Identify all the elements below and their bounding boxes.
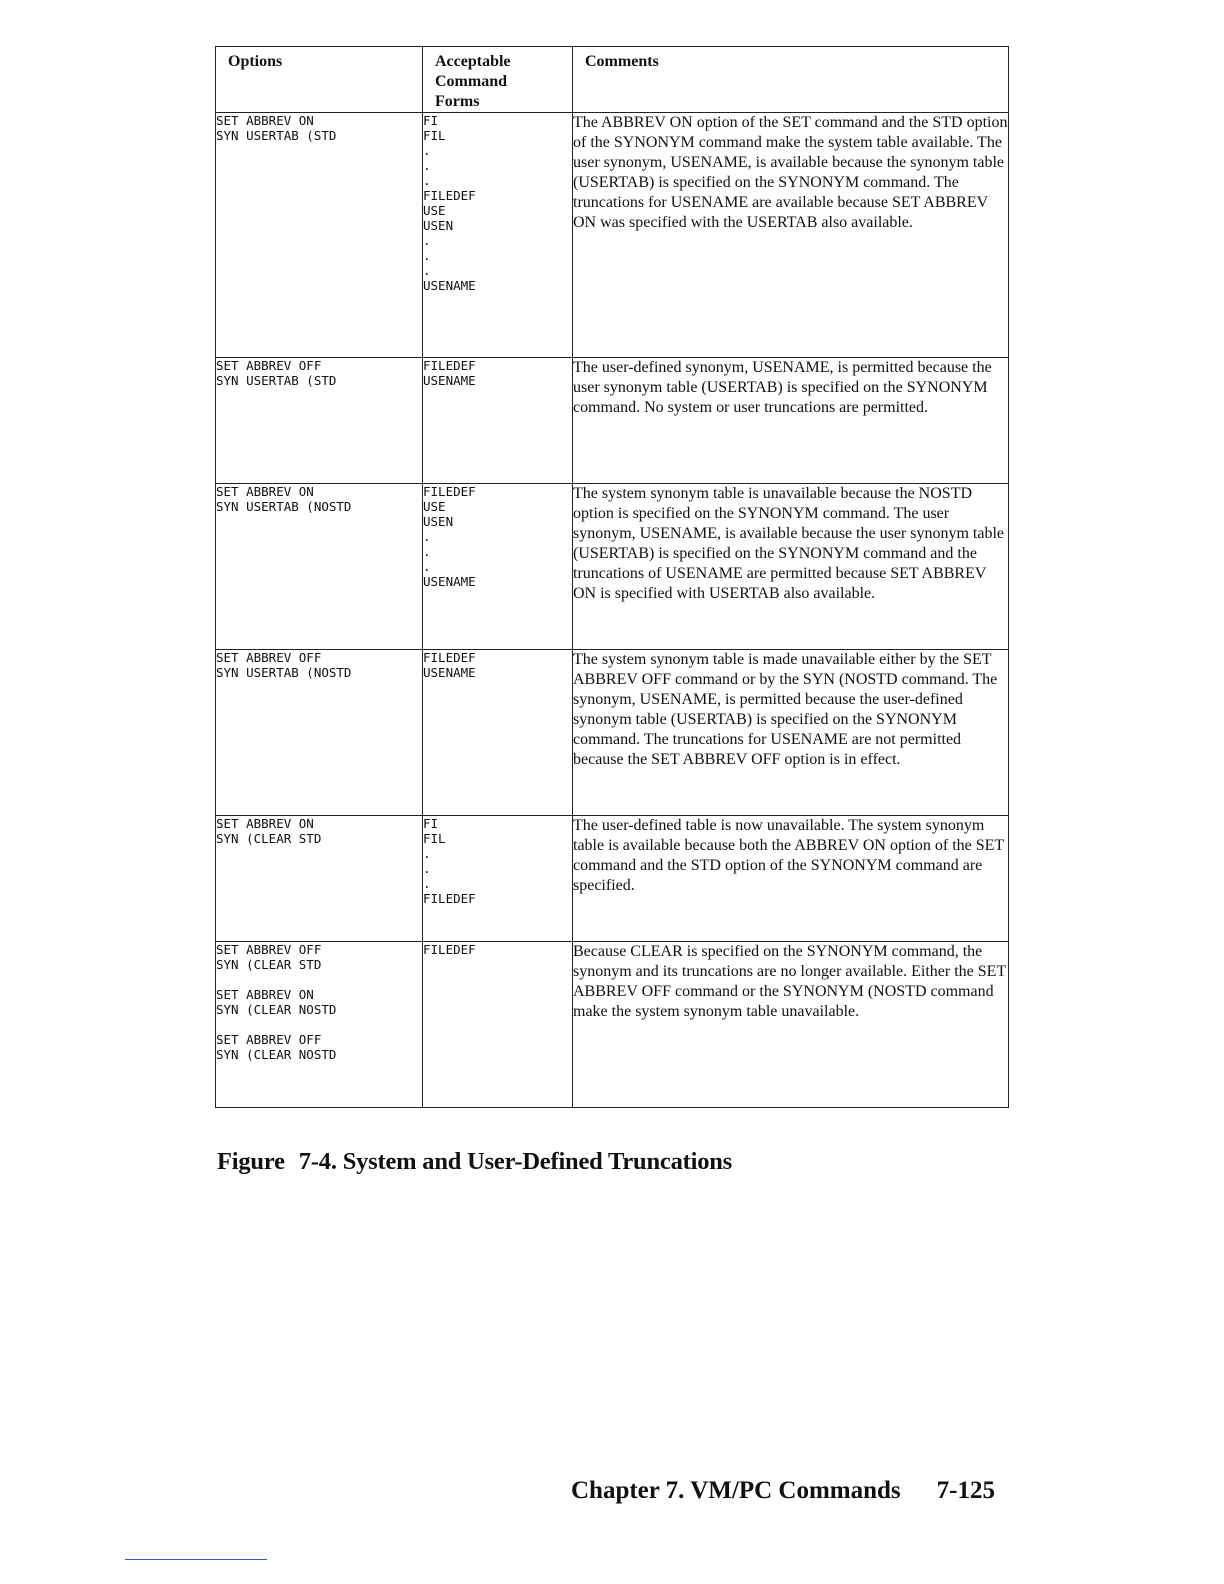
forms-cell-line: . [423,143,431,158]
forms-cell-line: . [423,861,431,876]
forms-cell-line: . [423,846,431,861]
options-cell-line: SYN (CLEAR NOSTD [216,1002,337,1017]
forms-cell [423,816,573,942]
comment-cell: The system synonym table is unavailable because the NOSTD option is specified on the SYNONYM command. The user synonym, USENAME, is available because the user synonym table (USERTAB) is specified on the SYNONYM command and the truncations of USENAME are permitted because SET ABBREV ON is specified with USERTAB also available. [573,484,1009,650]
forms-cell-line: USENAME [423,278,476,293]
options-cell-line: SYN USERTAB (STD [216,128,337,143]
forms-cell [423,358,573,484]
forms-cell-line: FIL [423,831,446,846]
options-cell [216,942,423,1108]
forms-cell-line: FI [423,113,439,128]
forms-cell-line: USE [423,499,446,514]
options-cell-line [216,1017,422,1032]
options-cell-line: SET ABBREV ON [216,987,314,1002]
forms-cell-line: FIL [423,128,446,143]
table-row [216,113,1009,358]
options-cell-line: SYN USERTAB (NOSTD [216,665,352,680]
comment-cell: The user-defined table is now unavailable. The system synonym table is available because both the ABBREV ON option of the SET command and the STD option of the SYNONYM command are specified. [573,816,1009,942]
comment-cell: Because CLEAR is specified on the SYNONYM command, the synonym and its truncations are no longer available. Either the SET ABBREV OFF command or the SYNONYM (NOSTD command make the system synonym table unavailable. [573,942,1009,1108]
options-cell-line: SYN (CLEAR STD [216,831,322,846]
figure-label: Figure [217,1148,285,1175]
forms-cell [423,484,573,650]
header-comments: Comments [573,47,1009,113]
table-header-row [216,47,1009,113]
forms-cell [423,650,573,816]
forms-cell-line: FI [423,816,439,831]
forms-cell-line: . [423,529,431,544]
forms-cell-line: FILEDEF [423,188,476,203]
table-row [216,942,1009,1108]
truncations-table [215,46,1009,1108]
options-cell [216,650,423,816]
options-cell-line: SET ABBREV OFF [216,358,322,373]
forms-cell-line: FILEDEF [423,891,476,906]
options-cell-line: SET ABBREV OFF [216,942,322,957]
options-cell [216,113,423,358]
options-cell-line: SYN USERTAB (NOSTD [216,499,352,514]
table-row [216,816,1009,942]
forms-cell-line: USENAME [423,574,476,589]
options-cell-line [216,972,422,987]
forms-cell-line: . [423,248,431,263]
table-row [216,358,1009,484]
comment-cell: The user-defined synonym, USENAME, is permitted because the user synonym table (USERTAB) is specified on the SYNONYM command. No system or user truncations are permitted. [573,358,1009,484]
forms-cell-line: . [423,559,431,574]
page-footer [571,1477,995,1505]
forms-cell-line: . [423,544,431,559]
forms-cell [423,113,573,358]
bottom-rule [125,1559,267,1560]
forms-cell-line: FILEDEF [423,484,476,499]
forms-cell-line: FILEDEF [423,942,476,957]
figure-number: 7-4. [298,1148,337,1175]
figure-caption [217,1148,732,1176]
figure-title: System and User-Defined Truncations [342,1148,733,1175]
comment-cell: The system synonym table is made unavailable either by the SET ABBREV OFF command or by the SYN (NOSTD command. The synonym, USENAME, is permitted because the user-defined synonym table (USERTAB) is specified on the SYNONYM command. The truncations for USENAME are not permitted because the SET ABBREV OFF option is in effect. [573,650,1009,816]
footer-chapter: Chapter 7. VM/PC Commands [571,1477,901,1504]
forms-cell-line: USENAME [423,665,476,680]
options-cell-line: SET ABBREV OFF [216,650,322,665]
forms-cell-line: FILEDEF [423,650,476,665]
options-cell-line: SET ABBREV OFF [216,1032,322,1047]
comment-cell: The ABBREV ON option of the SET command and the STD option of the SYNONYM command make the system table available. The user synonym, USENAME, is available because the synonym table (USERTAB) is specified on the SYNONYM command. The truncations for USENAME are available because SET ABBREV ON was specified with the USERTAB also available. [573,113,1009,358]
table-row [216,650,1009,816]
table-row [216,484,1009,650]
forms-cell [423,942,573,1108]
options-cell-line: SYN USERTAB (STD [216,373,337,388]
options-cell-line: SET ABBREV ON [216,816,314,831]
forms-cell-line: USE [423,203,446,218]
options-cell-line: SET ABBREV ON [216,484,314,499]
forms-cell-line: . [423,158,431,173]
header-forms: Acceptable Command Forms [423,47,573,113]
forms-cell-line: FILEDEF [423,358,476,373]
forms-cell-line: . [423,173,431,188]
forms-cell-line: USEN [423,218,454,233]
forms-cell-line: . [423,876,431,891]
forms-cell-line: . [423,263,431,278]
forms-cell-line: USEN [423,514,454,529]
header-options: Options [216,47,423,113]
forms-cell-line: . [423,233,431,248]
options-cell [216,484,423,650]
options-cell-line: SYN (CLEAR NOSTD [216,1047,337,1062]
options-cell [216,358,423,484]
options-cell-line: SET ABBREV ON [216,113,314,128]
options-cell [216,816,423,942]
forms-cell-line: USENAME [423,373,476,388]
footer-page-number: 7-125 [936,1477,995,1504]
options-cell-line: SYN (CLEAR STD [216,957,322,972]
